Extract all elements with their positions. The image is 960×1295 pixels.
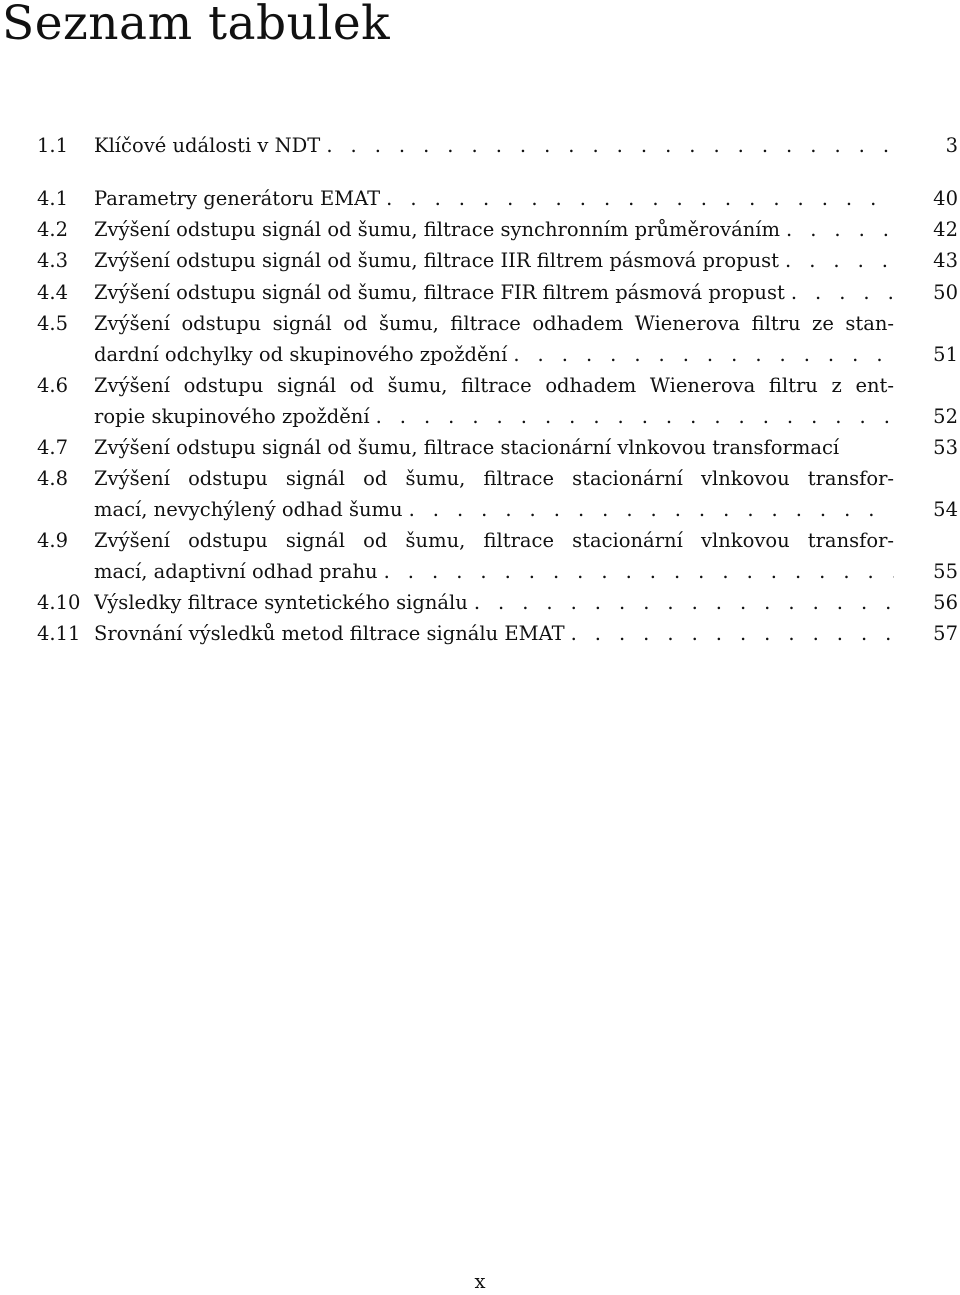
caption-last-line <box>94 401 894 432</box>
table-number: 4.10 <box>37 591 81 614</box>
table-number: 4.1 <box>37 187 69 210</box>
page-reference: 57 <box>933 622 958 645</box>
caption-last-line <box>94 245 894 276</box>
dot-leader <box>320 130 894 161</box>
page-reference: 3 <box>945 134 958 157</box>
dot-leader <box>403 494 894 525</box>
list-item[interactable] <box>0 618 960 649</box>
table-caption <box>94 183 894 214</box>
table-caption <box>94 130 894 161</box>
list-item[interactable] <box>0 245 960 276</box>
list-item[interactable] <box>0 463 960 525</box>
dot-leader <box>785 277 894 308</box>
table-caption <box>94 214 894 245</box>
table-caption <box>94 370 894 432</box>
caption-last-line <box>94 130 894 161</box>
table-number: 4.2 <box>37 218 69 241</box>
caption-last-line <box>94 339 894 370</box>
list-item[interactable] <box>0 308 960 370</box>
dot-leader <box>780 214 894 245</box>
caption-line: Zvýšení odstupu signál od šumu, filtrace stacionární vlnkovou transfor- <box>94 529 894 552</box>
dot-leader <box>468 587 894 618</box>
caption-text: Zvýšení odstupu signál od šumu, filtrace synchronním průměrováním <box>94 218 781 241</box>
caption-line: Zvýšení odstupu signál od šumu, filtrace stacionární vlnkovou transfor- <box>94 467 894 490</box>
caption-last-line <box>94 432 894 463</box>
table-caption <box>94 618 894 649</box>
caption-last-line <box>94 183 894 214</box>
dot-leader <box>565 618 894 649</box>
table-number: 4.3 <box>37 249 69 272</box>
caption-line: Zvýšení odstupu signál od šumu, filtrace odhadem Wienerova filtru z ent- <box>94 374 894 397</box>
list-item[interactable] <box>0 183 960 214</box>
table-caption <box>94 277 894 308</box>
dot-leader <box>378 556 894 587</box>
caption-text: Zvýšení odstupu signál od šumu, filtrace IIR filtrem pásmová propust <box>94 249 779 272</box>
page-reference: 54 <box>933 498 958 521</box>
table-number: 4.4 <box>37 281 69 304</box>
dot-leader <box>507 339 894 370</box>
caption-last-line <box>94 494 894 525</box>
page-reference: 50 <box>933 281 958 304</box>
caption-last-line <box>94 214 894 245</box>
page-title: Seznam tabulek <box>2 0 391 51</box>
page-reference: 40 <box>933 187 958 210</box>
table-number: 4.8 <box>37 467 69 490</box>
caption-text: Parametry generátoru EMAT <box>94 187 381 210</box>
page-reference: 43 <box>933 249 958 272</box>
caption-text: Zvýšení odstupu signál od šumu, filtrace FIR filtrem pásmová propust <box>94 281 785 304</box>
table-caption <box>94 432 894 463</box>
caption-text: dardní odchylky od skupinového zpoždění <box>94 343 508 366</box>
caption-last-line <box>94 587 894 618</box>
dot-leader <box>380 183 894 214</box>
table-caption <box>94 463 894 525</box>
list-item[interactable] <box>0 370 960 432</box>
dot-leader <box>370 401 894 432</box>
caption-text: mací, nevychýlený odhad šumu <box>94 498 403 521</box>
list-item[interactable] <box>0 214 960 245</box>
page-number: x <box>474 1270 486 1293</box>
list-item[interactable] <box>0 277 960 308</box>
caption-text: Zvýšení odstupu signál od šumu, filtrace stacionární vlnkovou transformací <box>94 436 840 459</box>
table-caption <box>94 308 894 370</box>
page-reference: 42 <box>933 218 958 241</box>
table-number: 4.6 <box>37 374 69 397</box>
table-caption <box>94 587 894 618</box>
caption-last-line <box>94 556 894 587</box>
table-caption <box>94 525 894 587</box>
caption-last-line <box>94 618 894 649</box>
list-item[interactable] <box>0 130 960 161</box>
list-item[interactable] <box>0 587 960 618</box>
page-reference: 53 <box>933 436 958 459</box>
caption-text: Srovnání výsledků metod filtrace signálu EMAT <box>94 622 565 645</box>
caption-line: Zvýšení odstupu signál od šumu, filtrace odhadem Wienerova filtru ze stan- <box>94 312 894 335</box>
caption-text: Klíčové události v NDT <box>94 134 321 157</box>
table-number: 4.7 <box>37 436 69 459</box>
page-reference: 51 <box>933 343 958 366</box>
page-reference: 55 <box>933 560 958 583</box>
list-item[interactable] <box>0 432 960 463</box>
table-number: 4.5 <box>37 312 69 335</box>
caption-text: Výsledky filtrace syntetického signálu <box>94 591 468 614</box>
page-reference: 52 <box>933 405 958 428</box>
table-number: 4.11 <box>37 622 81 645</box>
caption-last-line <box>94 277 894 308</box>
caption-text: mací, adaptivní odhad prahu <box>94 560 378 583</box>
table-caption <box>94 245 894 276</box>
dot-leader <box>779 245 894 276</box>
page-reference: 56 <box>933 591 958 614</box>
list-item[interactable] <box>0 525 960 587</box>
caption-text: ropie skupinového zpoždění <box>94 405 370 428</box>
table-number: 4.9 <box>37 529 69 552</box>
table-number: 1.1 <box>37 134 69 157</box>
